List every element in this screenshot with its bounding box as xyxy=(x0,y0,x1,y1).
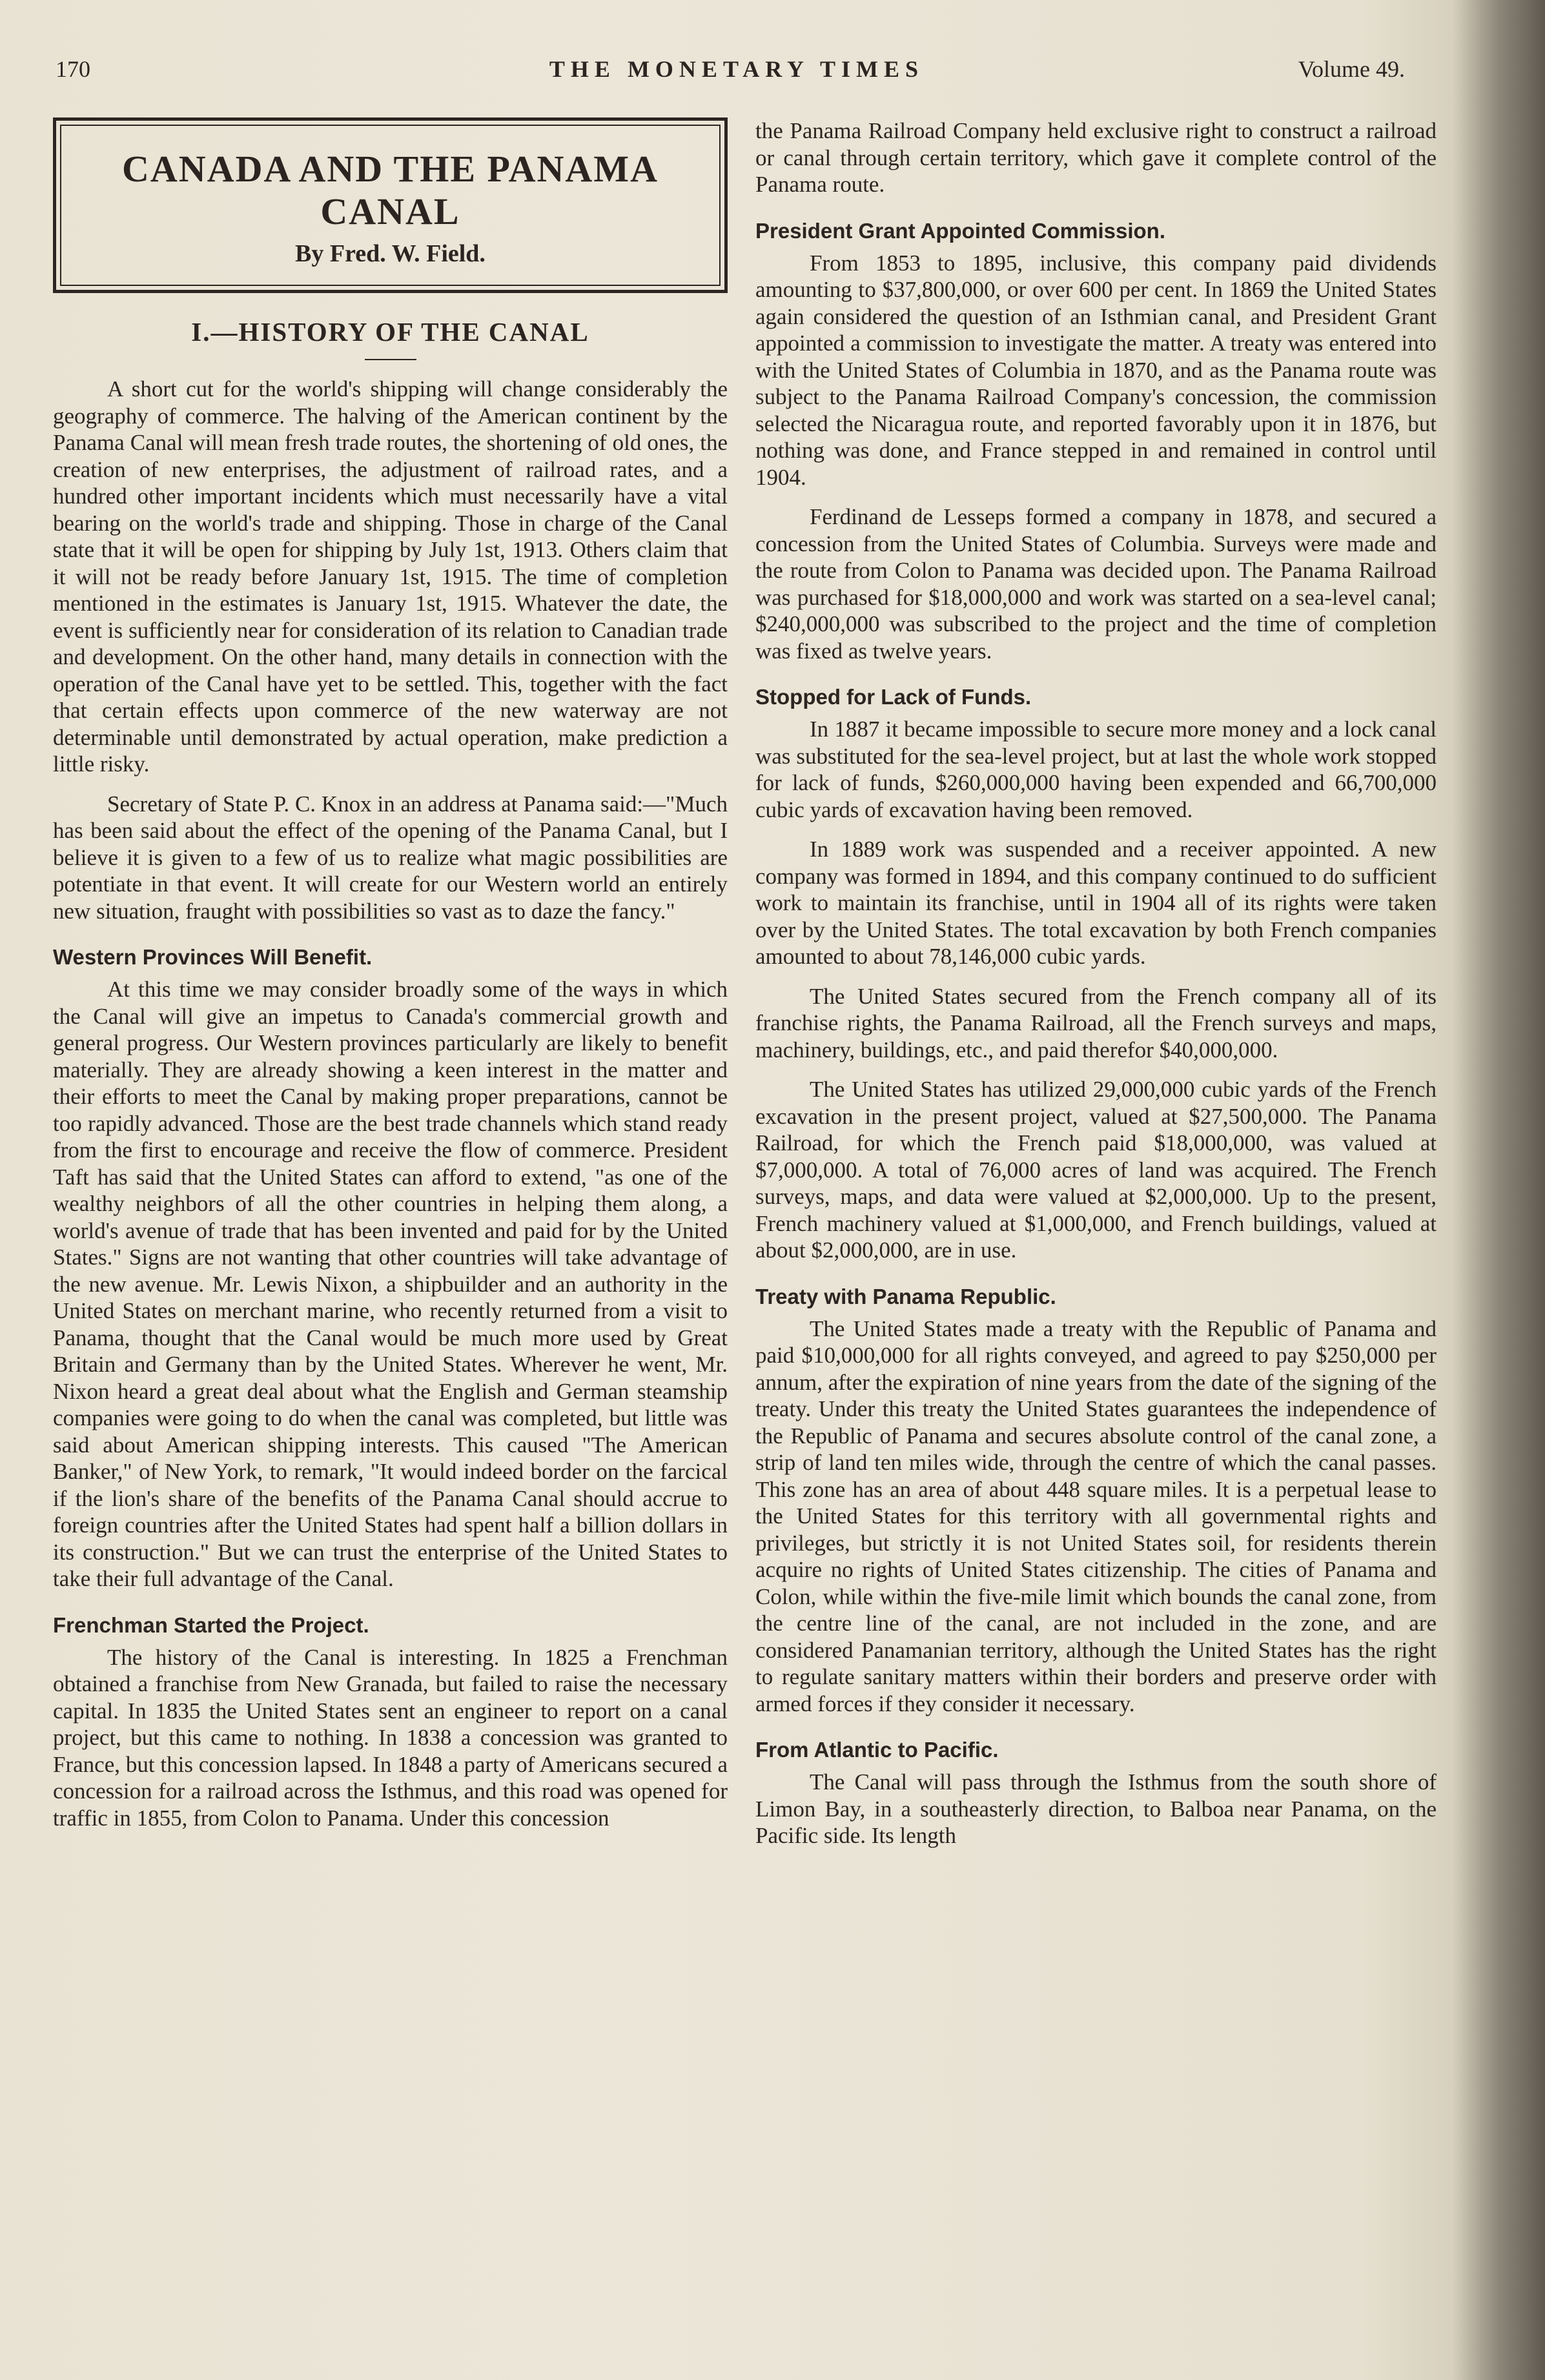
paragraph: In 1887 it became impossible to secure more money and a lock canal was substituted for the sea-level project, but at last the whole work stopped for lack of funds, $260,000,000 having been expended and 66,700,000 cubic yards of excavation having been removed. xyxy=(755,717,1437,822)
paragraph: The history of the Canal is interesting. In 1825 a Frenchman obtained a franchise from New Granada, but failed to raise the necessary capital. In 1835 the United States sent an engineer to report on a canal project, but this came to nothing. In 1838 a concession was granted to France, but this concession lapsed. In 1848 a party of Americans secured a concession for a railroad across the Isthmus, and this road was opened for traffic in 1855, from Colon to Panama. Under this concession xyxy=(53,1644,728,1831)
paragraph: In 1889 work was suspended and a receiver appointed. A new company was formed in 1894, and this company continued to do sufficient work to maintain its franchise, until in 1904 all of its rights were taken over by the United States. The total excavation by both French companies amounted to about 78,146,000 cubic yards. xyxy=(755,837,1437,969)
subheading: Frenchman Started the Project. xyxy=(53,1612,369,1637)
left-column xyxy=(53,117,728,1844)
paragraph: The United States secured from the French company all of its franchise rights, the Panama Railroad, all the French surveys and maps, machinery, buildings, etc., and paid therefor $40,000,000. xyxy=(755,983,1437,1063)
subheading: Stopped for Lack of Funds. xyxy=(755,685,1032,709)
paragraph: The United States made a treaty with the Republic of Panama and paid $10,000,000 for all rights conveyed, and agreed to pay $250,000 per annum, after the expiration of nine years from the date of the signing of the treaty. Under this treaty the United States guarantees the independence of the Republic of Panama and secures absolute control of the canal zone, a strip of land ten miles wide, through the centre of which the canal passes. This zone has an area of about 448 square miles. It is a perpetual lease to the United States for this territory with all governmental rights and privileges, but strictly it is not United States soil, for residents therein acquire no rights of United States citizenship. The cities of Panama and Colon, while within the five-mile limit which bounds the canal zone, from the centre line of the canal, are not included in the zone, and are considered Panamanian territory, although the United States has the right to regulate sanitary matters within their borders and preserve order with armed forces if they consider it necessary. xyxy=(755,1316,1437,1716)
paragraph: The United States has utilized 29,000,000 cubic yards of the French excavation in the present project, valued at $27,500,000. The Panama Railroad, for which the French paid $18,000,000, was valued at $7,000,000. A total of 76,000 acres of land was acquired. The French surveys, maps, and data were valued at $2,000,000. Up to the present, French machinery valued at $1,000,000, and French buildings, valued at about $2,000,000, are in use. xyxy=(755,1077,1437,1263)
subheading: Treaty with Panama Republic. xyxy=(755,1284,1056,1308)
subheading: Western Provinces Will Benefit. xyxy=(53,945,373,969)
paragraph: Secretary of State P. C. Knox in an address at Panama said:—"Much has been said about the effect of the opening of the Panama Canal, but I believe it is given to a few of us to realize what magic possibilities are potentiate in that event. It will create for our Western world an entirely new situation, fraught with possibilities so vast as to daze the fancy." xyxy=(53,791,728,924)
article-title-box xyxy=(53,117,728,293)
page-number: 170 xyxy=(56,56,90,82)
paragraph: Ferdinand de Lesseps formed a company in 1878, and secured a concession from the United States of Columbia. Surveys were made and the route from Colon to Panama was decided upon. The Panama Railroad was purchased for $18,000,000 and work was started on a sea-level canal; $240,000,000 was subscribed to the project and the time of completion was fixed as twelve years. xyxy=(755,504,1437,664)
paragraph: From 1853 to 1895, inclusive, this company paid dividends amounting to $37,800,000, or over 600 per cent. In 1869 the United States again considered the question of an Isthmian canal, and President Grant appointed a commission to investigate the matter. A treaty was entered into with the United States of Columbia in 1870, and as the Panama route was subject to the Panama Railroad Company's concession, the commission selected the Nicaragua route, and reported favorably upon it in 1876, but nothing was done, and France stepped in and remained in control until 1904. xyxy=(755,250,1437,490)
article-title: CANADA AND THE PANAMA CANAL xyxy=(122,148,659,232)
paragraph: the Panama Railroad Company held exclusive right to construct a railroad or canal through certain territory, which gave it complete control of the Panama route. xyxy=(755,118,1437,197)
right-column xyxy=(755,117,1437,1862)
section-title: I.—HISTORY OF THE CANAL xyxy=(191,317,589,347)
paragraph: At this time we may consider broadly some of the ways in which the Canal will give an impetus to Canada's commercial growth and general progress. Our Western provinces particularly are likely to benefit materially. They are already showing a keen interest in the matter and their efforts to meet the Canal by making proper preparations, cannot be too rapidly advanced. Those are the best trade channels which stand ready from the first to encourage and receive the flow of commerce. President Taft has said that the United States can afford to extend, "as one of the wealthy neighbors of all the other countries in helping them along, a world's avenue of trade that has been invented and paid for by the United States." Signs are not wanting that other countries will take advantage of the new avenue. Mr. Lewis Nixon, a shipbuilder and an authority in the United States on merchant marine, who recently returned from a visit to Panama, thought that the Canal would be much more used by Great Britain and Germany than by the United States. Wherever he went, Mr. Nixon heard a great deal about what the English and German steamship companies were going to do when the canal was completed, but little was said about American shipping interests. This caused "The American Banker," of New York, to remark, "It would indeed border on the farcical if the lion's share of the benefits of the Panama Canal should accrue to foreign countries after the United States had spent half a billion dollars in its construction." But we can trust the enterprise of the United States to take their full advantage of the Canal. xyxy=(53,977,728,1591)
volume-label: Volume 49. xyxy=(1298,56,1405,82)
publication-title: THE MONETARY TIMES xyxy=(549,56,925,82)
subheading: President Grant Appointed Commission. xyxy=(755,218,1166,243)
paragraph: A short cut for the world's shipping will change considerably the geography of commerce. The halving of the American continent by the Panama Canal will mean fresh trade routes, the shortening of old ones, the creation of new enterprises, the adjustment of railroad rates, and a hundred other important incidents which must necessarily have a vital bearing on the world's trade and shipping. Those in charge of the Canal state that it will be open for shipping by July 1st, 1913. Others claim that it will not be ready before January 1st, 1915. The time of completion mentioned in the estimates is January 1st, 1915. Whatever the date, the event is sufficiently near for consideration of its relation to Canadian trade and development. On the other hand, many details in connection with the operation of the Canal have yet to be settled. This, together with the fact that certain effects upon commerce of the new waterway are not determinable until demonstrated by actual operation, make prediction a little risky. xyxy=(53,376,728,777)
subheading: From Atlantic to Pacific. xyxy=(755,1738,999,1762)
article-byline: By Fred. W. Field. xyxy=(295,240,486,267)
page-header xyxy=(56,56,1418,85)
section-divider xyxy=(365,359,416,360)
paragraph: The Canal will pass through the Isthmus from the south shore of Limon Bay, in a southeasterly direction, to Balboa near Panama, on the Pacific side. Its length xyxy=(755,1769,1437,1848)
